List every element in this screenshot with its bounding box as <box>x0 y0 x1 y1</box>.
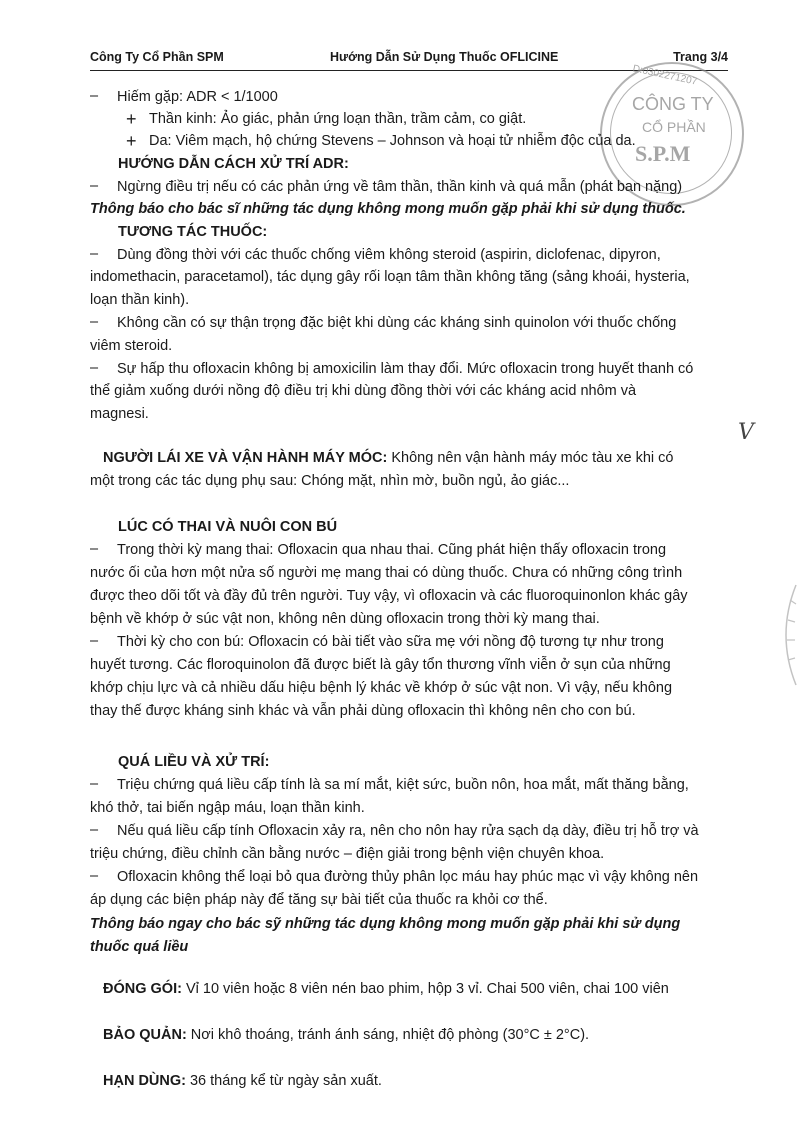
text-line: huyết tương. Các floroquinolon đã được biết là gây tổn thương vĩnh viễn ở sụn của những <box>90 657 671 673</box>
text-line: được theo dõi tốt và đầy đủ trên người. Tuy vậy, vì ofloxacin và các fluoroquinonlon khác gây <box>90 588 688 604</box>
text-line: Da: Viêm mạch, hộ chứng Stevens – Johnson và hoại tử nhiễm độc của da. <box>149 133 636 149</box>
text-line: Nếu quá liều cấp tính Ofloxacin xảy ra, nên cho nôn hay rửa sạch dạ dày, điều trị hỗ trợ và <box>117 823 699 839</box>
section-text: Nơi khô thoáng, tránh ánh sáng, nhiệt độ phòng (30°C ± 2°C). <box>186 1027 590 1043</box>
bullet-dash: – <box>90 246 99 262</box>
text-line <box>103 449 674 467</box>
bullet-dash: – <box>90 314 99 330</box>
text-line <box>103 980 669 998</box>
text-line: thay thế được kháng sinh khác và vẫn phải dùng ofloxacin thì không nên cho con bú. <box>90 703 636 719</box>
bullet-dash: – <box>90 633 99 649</box>
section-heading: LÚC CÓ THAI VÀ NUÔI CON BÚ <box>118 519 338 535</box>
text-line: Triệu chứng quá liều cấp tính là sa mí mắt, kiệt sức, buồn nôn, hoa mắt, mất thăng bằng, <box>117 777 689 793</box>
bullet-plus: + <box>126 131 137 151</box>
text-line: Thần kinh: Ảo giác, phản ứng loạn thần, trầm cảm, co giật. <box>149 111 527 127</box>
text-line: Không cần có sự thận trọng đặc biệt khi dùng các kháng sinh quinolon với thuốc chống <box>117 315 677 331</box>
text-line: Thời kỳ cho con bú: Ofloxacin có bài tiết vào sữa mẹ với nồng độ tương tự như trong <box>117 634 664 650</box>
text-line: thể giảm xuống dưới nồng độ điều trị khi dùng đồng thời với các kháng acid nhôm và <box>90 383 637 399</box>
text-line: nước ối của hơn một nửa số người mẹ mang thai có dùng thuốc. Chưa có những công trình <box>90 565 683 581</box>
page-number: Trang 3/4 <box>673 50 728 64</box>
text-line: indomethacin, paracetamol), tác dụng gây rối loạn tâm thần không tăng (sảng khoái, hysteria, <box>90 269 690 285</box>
notice-text: Thông báo ngay cho bác sỹ những tác dụng không mong muốn gặp phải khi sử dụng <box>90 916 681 932</box>
notice-text: Thông báo cho bác sĩ những tác dụng không mong muốn gặp phải khi sử dụng thuốc. <box>90 201 686 217</box>
bullet-dash: – <box>90 360 99 376</box>
text-line: Ofloxacin không thể loại bỏ qua đường thủy phân lọc máu hay phúc mạc vì vậy không nên <box>117 869 699 885</box>
stamp-line3: S.P.M <box>635 141 691 166</box>
text-line: bệnh về khớp ở súc vật non, không nên dùng ofloxacin trong thời kỳ mang thai. <box>90 611 600 627</box>
bullet-dash: – <box>90 822 99 838</box>
section-heading: NGƯỜI LÁI XE VÀ VẬN HÀNH MÁY MÓC: <box>103 450 388 466</box>
text-line: triệu chứng, điều chỉnh cần bằng nước – điện giải trong bệnh viện chuyên khoa. <box>90 846 605 862</box>
section-text: Không nên vận hành máy móc tàu xe khi có <box>387 450 674 466</box>
text-line: magnesi. <box>90 406 149 422</box>
document-title: Hướng Dẫn Sử Dụng Thuốc OFLICINE <box>330 50 559 64</box>
section-heading: HẠN DÙNG: <box>103 1073 186 1089</box>
bullet-dash: – <box>90 776 99 792</box>
text-line: khớp chịu lực và cả nhiều dấu hiệu bệnh lý khác về khớp ở súc vật non. Vì vậy, nếu không <box>90 680 673 696</box>
notice-text: thuốc quá liều <box>90 939 189 955</box>
text-line: Hiếm gặp: ADR < 1/1000 <box>117 89 278 105</box>
section-heading: ĐÓNG GÓI: <box>103 981 182 997</box>
bullet-dash: – <box>90 88 99 104</box>
text-line: Sự hấp thu ofloxacin không bị amoxicilin làm thay đổi. Mức ofloxacin trong huyết thanh có <box>117 361 694 377</box>
section-heading: QUÁ LIỀU VÀ XỬ TRÍ: <box>118 754 270 770</box>
bullet-plus: + <box>126 109 137 129</box>
text-line: áp dụng các biện pháp này để tăng sự bài tiết của thuốc ra khỏi cơ thể. <box>90 892 548 908</box>
section-text: Vỉ 10 viên hoặc 8 viên nén bao phim, hộp 3 vỉ. Chai 500 viên, chai 100 viên <box>181 981 669 997</box>
page-edge-stamp-fragment <box>770 580 798 690</box>
section-heading: TƯƠNG TÁC THUỐC: <box>118 224 268 240</box>
stamp-line2: CỔ PHẦN <box>642 119 706 135</box>
text-line: một trong các tác dụng phụ sau: Chóng mặt, nhìn mờ, buồn ngủ, ảo giác... <box>90 473 570 489</box>
section-heading: BẢO QUẢN: <box>103 1027 187 1043</box>
text-line: viêm steroid. <box>90 338 173 354</box>
bullet-dash: – <box>90 868 99 884</box>
bullet-dash: – <box>90 541 99 557</box>
text-line: Dùng đồng thời với các thuốc chống viêm không steroid (aspirin, diclofenac, dipyron, <box>117 247 661 263</box>
text-line: khó thở, tai biến ngập máu, loạn thần kinh. <box>90 800 365 816</box>
text-line: Ngừng điều trị nếu có các phản ứng về tâm thần, thần kinh và quá mẫn (phát ban nặng) <box>117 179 683 195</box>
stamp-code: D:0302271207 <box>631 63 699 88</box>
section-text: 36 tháng kể từ ngày sản xuất. <box>185 1073 382 1089</box>
text-line: Trong thời kỳ mang thai: Ofloxacin qua nhau thai. Cũng phát hiện thấy ofloxacin trong <box>117 542 667 558</box>
handwritten-check-mark: V <box>738 420 754 445</box>
stamp-line1: CÔNG TY <box>632 94 714 114</box>
bullet-dash: – <box>90 178 99 194</box>
company-name: Công Ty Cổ Phần SPM <box>90 50 224 64</box>
text-line: loạn thần kinh). <box>90 292 190 308</box>
section-heading: HƯỚNG DẪN CÁCH XỬ TRÍ ADR: <box>118 156 349 172</box>
text-line <box>103 1026 589 1044</box>
text-line <box>103 1072 382 1090</box>
